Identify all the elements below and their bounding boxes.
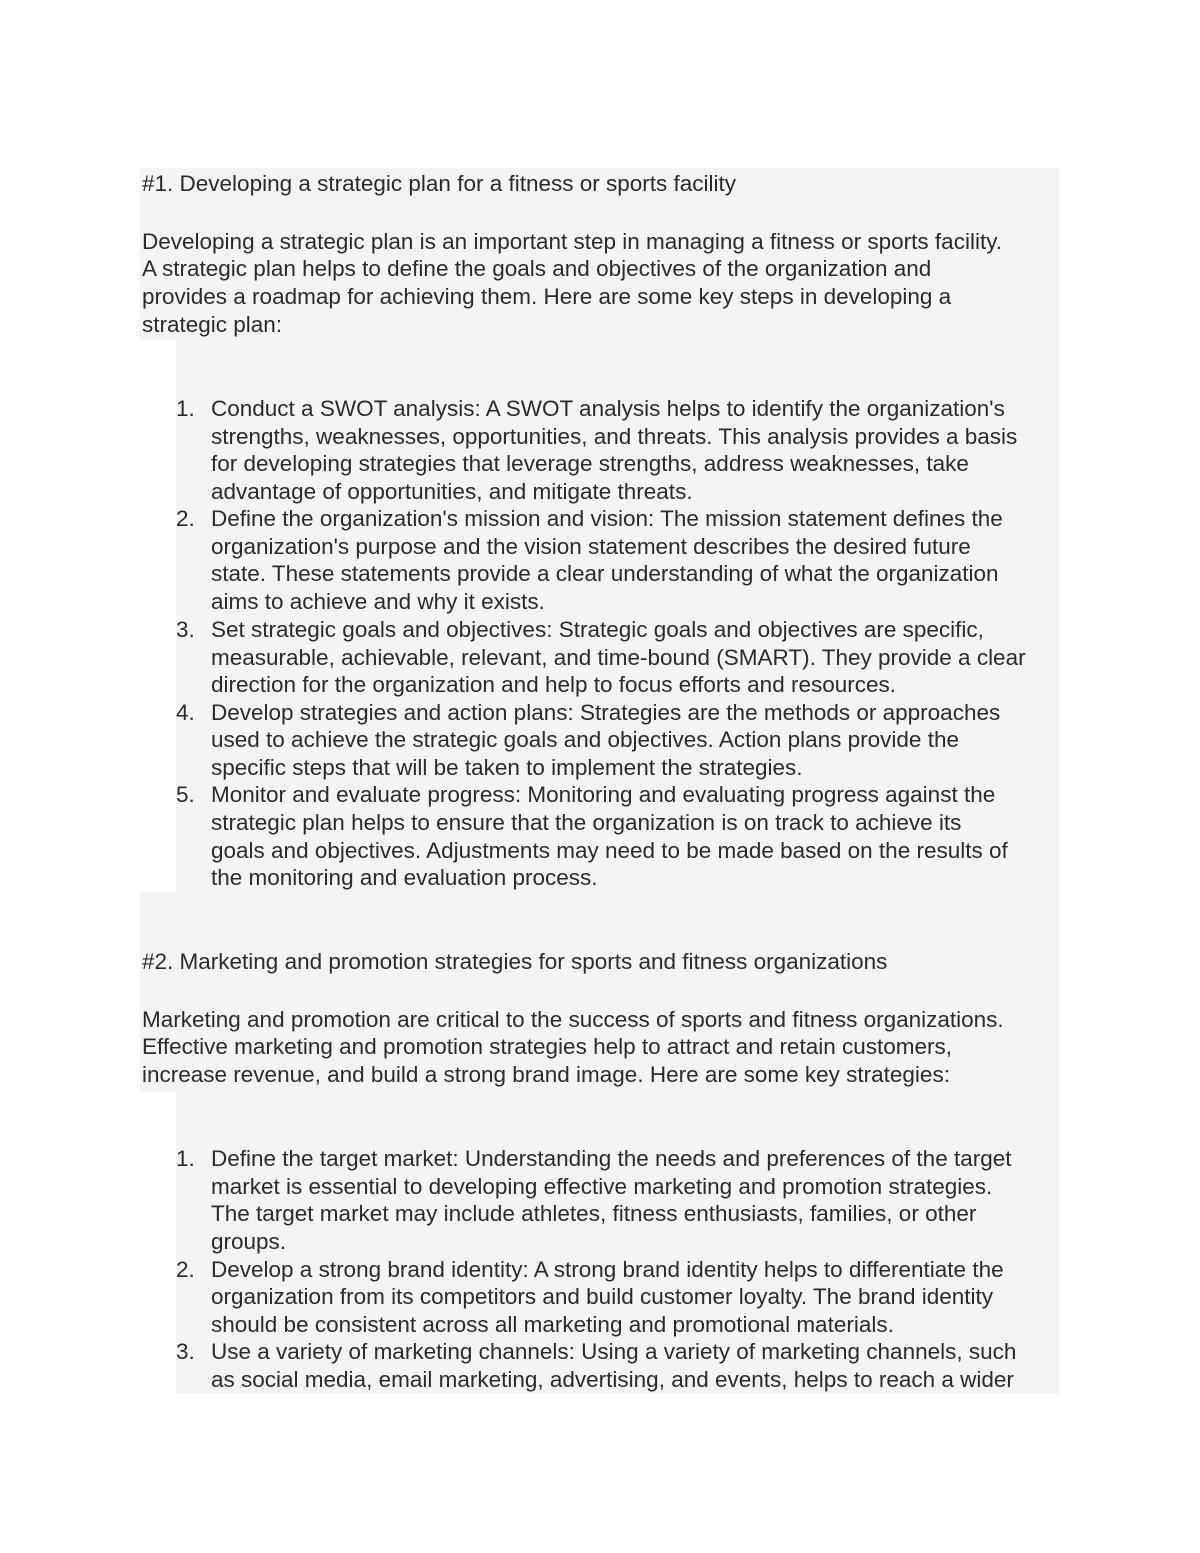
list-item-line: Use a variety of marketing channels: Using a variety of marketing channels, such	[211, 1339, 1017, 1364]
list-item-line: the monitoring and evaluation process.	[211, 865, 598, 890]
list-item-line: aims to achieve and why it exists.	[211, 589, 545, 614]
list-item-line: as social media, email marketing, advertising, and events, helps to reach a wider	[211, 1367, 1014, 1392]
list-item-number: 3.	[176, 1339, 195, 1364]
list-item-line: market is essential to developing effective marketing and promotion strategies.	[211, 1174, 993, 1199]
list-item-line: Develop a strong brand identity: A strong brand identity helps to differentiate the	[211, 1257, 1004, 1282]
list-item-line: strengths, weaknesses, opportunities, and threats. This analysis provides a basis	[211, 424, 1018, 449]
section-1-intro-line: provides a roadmap for achieving them. Here are some key steps in developing a	[142, 284, 952, 309]
list-item-line: goals and objectives. Adjustments may need to be made based on the results of	[211, 838, 1008, 863]
section-1-intro-line: Developing a strategic plan is an important step in managing a fitness or sports facility.	[142, 229, 1003, 254]
list-item-line: Develop strategies and action plans: Strategies are the methods or approaches	[211, 700, 1001, 725]
list-item-line: The target market may include athletes, fitness enthusiasts, families, or other	[211, 1201, 977, 1226]
list-item-line: measurable, achievable, relevant, and time-bound (SMART). They provide a clear	[211, 645, 1026, 670]
list-item-line: organization's purpose and the vision statement describes the desired future	[211, 534, 971, 559]
list-item-line: should be consistent across all marketing and promotional materials.	[211, 1312, 894, 1337]
list-item-line: used to achieve the strategic goals and objectives. Action plans provide the	[211, 727, 959, 752]
list-item-number: 2.	[176, 506, 195, 531]
list-item-line: for developing strategies that leverage strengths, address weaknesses, take	[211, 451, 969, 476]
list-item-line: strategic plan helps to ensure that the organization is on track to achieve its	[211, 810, 962, 835]
list-item-line: Set strategic goals and objectives: Strategic goals and objectives are specific,	[211, 617, 984, 642]
list-item-line: direction for the organization and help to focus efforts and resources.	[211, 672, 896, 697]
list-item-line: groups.	[211, 1229, 287, 1254]
list-item-number: 1.	[176, 1146, 195, 1171]
list-item-line: advantage of opportunities, and mitigate threats.	[211, 479, 693, 504]
list-item-line: organization from its competitors and build customer loyalty. The brand identity	[211, 1284, 994, 1309]
list-item-line: Conduct a SWOT analysis: A SWOT analysis helps to identify the organization's	[211, 396, 1005, 421]
list-item-number: 1.	[176, 396, 195, 421]
section-2-intro-line: increase revenue, and build a strong brand image. Here are some key strategies:	[142, 1062, 950, 1087]
list-item-line: Monitor and evaluate progress: Monitoring and evaluating progress against the	[211, 782, 996, 807]
list-item-line: state. These statements provide a clear understanding of what the organization	[211, 561, 999, 586]
section-1-heading: #1. Developing a strategic plan for a fitness or sports facility	[142, 171, 737, 196]
list-item-line: specific steps that will be taken to implement the strategies.	[211, 755, 803, 780]
list-item-line: Define the organization's mission and vision: The mission statement defines the	[211, 506, 1003, 531]
list-item-number: 5.	[176, 782, 195, 807]
section-2-intro-line: Marketing and promotion are critical to the success of sports and fitness organizations.	[142, 1007, 1004, 1032]
section-2-intro-line: Effective marketing and promotion strategies help to attract and retain customers,	[142, 1034, 952, 1059]
list-item-number: 2.	[176, 1257, 195, 1282]
list-item-number: 3.	[176, 617, 195, 642]
section-1-intro-line: A strategic plan helps to define the goals and objectives of the organization and	[142, 256, 932, 281]
section-2-heading: #2. Marketing and promotion strategies for sports and fitness organizations	[142, 949, 888, 974]
section-1-intro-line: strategic plan:	[142, 312, 283, 337]
list-item-number: 4.	[176, 700, 195, 725]
list-item-line: Define the target market: Understanding the needs and preferences of the target	[211, 1146, 1012, 1171]
